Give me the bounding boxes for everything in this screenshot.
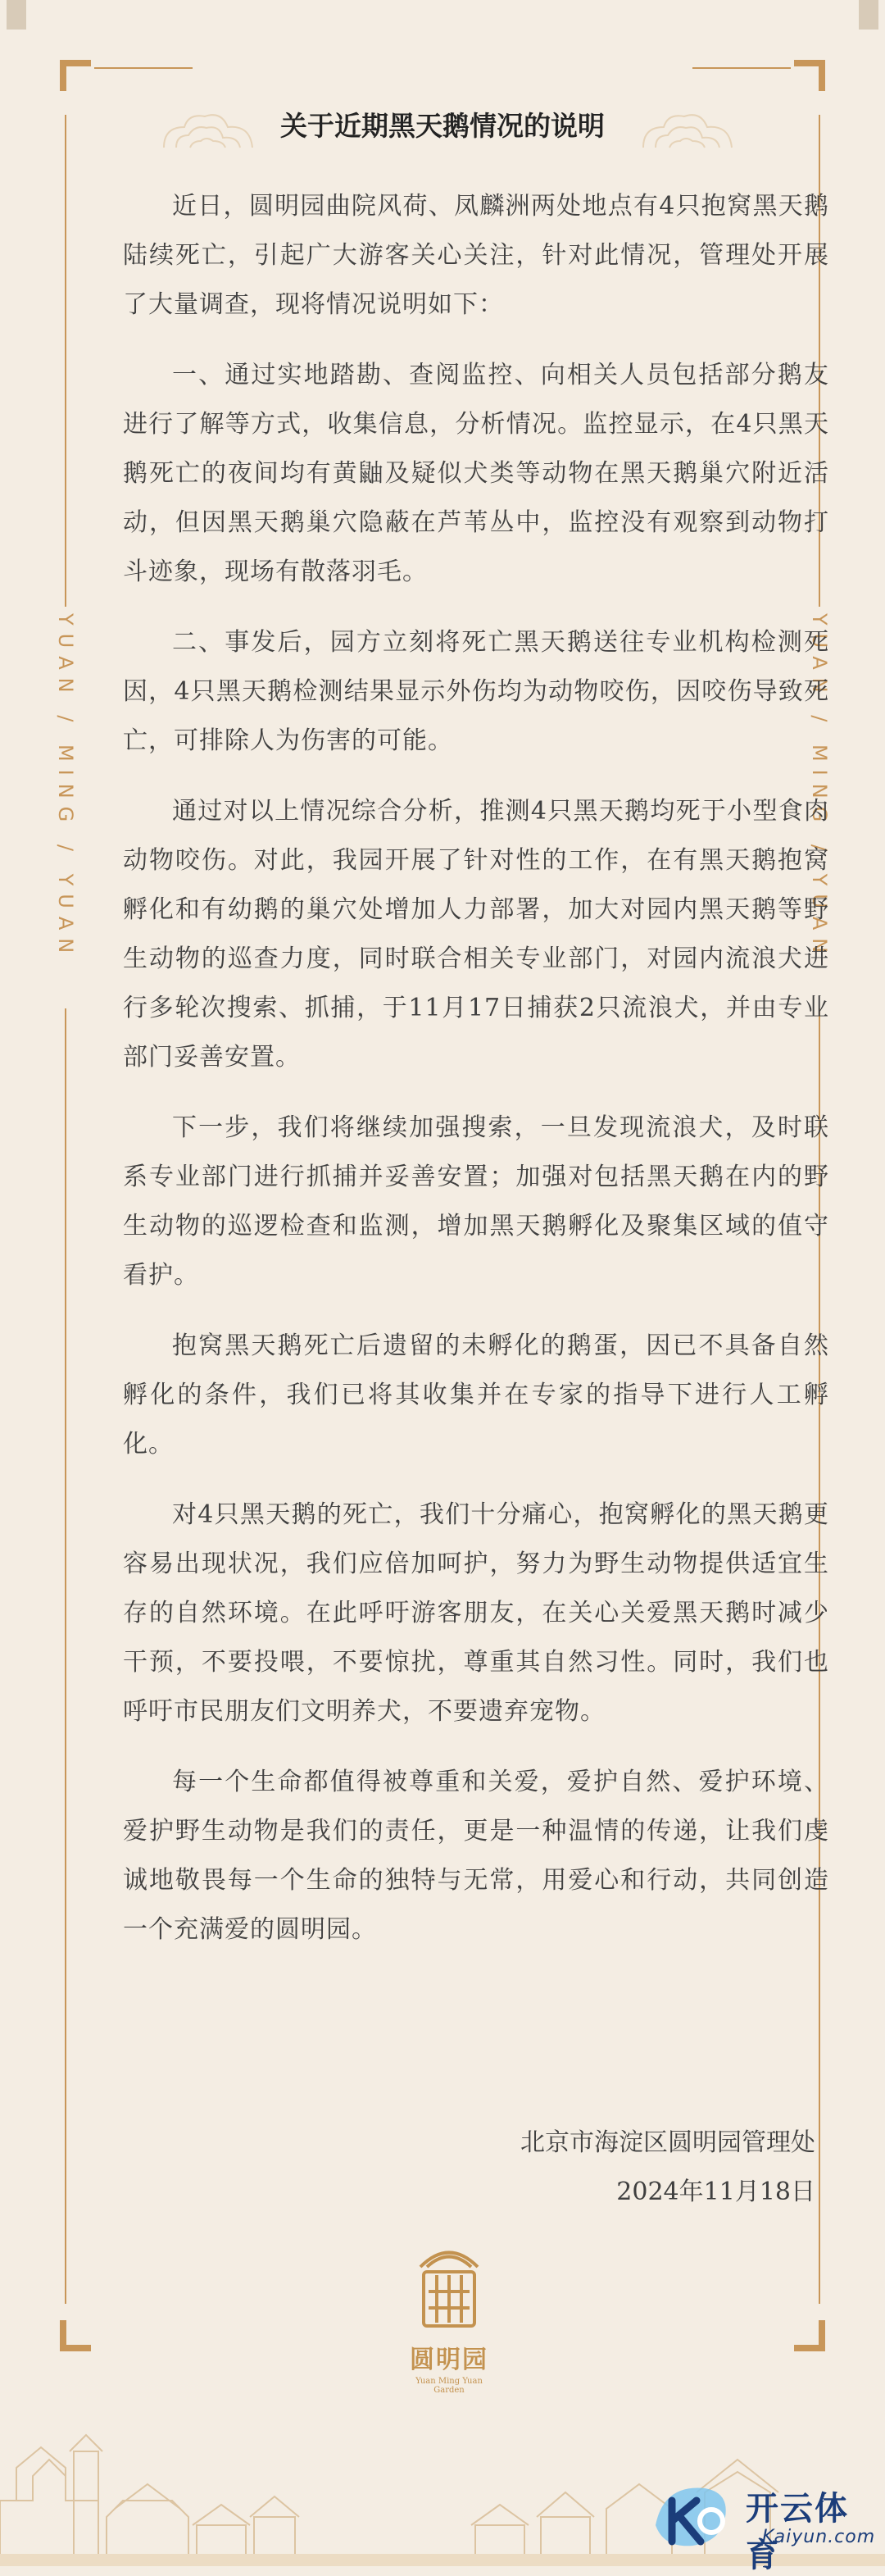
frame-corner-top-right [794, 60, 825, 91]
frame-corner-top-left [60, 60, 91, 91]
side-text-left: YUAN / MING / YUAN [54, 612, 77, 962]
signature-organization: 北京市海淀区圆明园管理处 [520, 2128, 815, 2157]
signature-date: 2024年11月18日 [616, 2178, 815, 2206]
kaiyun-logo-icon [647, 2476, 738, 2558]
paragraph: 近日，圆明园曲院风荷、凤麟洲两处地点有4只抱窝黑天鹅陆续死亡，引起广大游客关心关注，针对此情况，管理处开展了大量调查，现将情况说明如下： [123, 192, 829, 319]
top-ribbon-right [859, 0, 878, 30]
paragraph: 下一步，我们将继续加强搜索，一旦发现流浪犬，及时联系专业部门进行抓捕并妥善安置；加强对包括黑天鹅在内的野生动物的巡逻检查和监测，增加黑天鹅孵化及聚集区域的值守看护。 [123, 1113, 829, 1290]
frame-line-left-lower [65, 1008, 66, 2304]
page-title: 关于近期黑天鹅情况的说明 [280, 110, 605, 142]
frame-line-top-right [692, 67, 791, 69]
top-ribbon-left [7, 0, 26, 30]
paragraph: 抱窝黑天鹅死亡后遗留的未孵化的鹅蛋，因已不具备自然孵化的条件，我们已将其收集并在专家的指导下进行人工孵化。 [123, 1331, 829, 1459]
frame-corner-bottom-right [794, 2320, 825, 2351]
yuanmingyuan-logo [400, 2242, 498, 2419]
logo-subtitle: Yuan Ming Yuan Garden [415, 2377, 483, 2395]
paragraph: 对4只黑天鹅的死亡，我们十分痛心，抱窝孵化的黑天鹅更容易出现状况，我们应倍加呵护，努力为野生动物提供适宜生存的自然环境。在此呼吁游客朋友，在关心关爱黑天鹅时减少干预，不要投喂，不要惊扰，尊重其自然习性。同时，我们也呼吁市民朋友们文明养犬，不要遗弃宠物。 [123, 1500, 829, 1726]
paragraph: 每一个生命都值得被尊重和关爱，爱护自然、爱护环境、爱护野生动物是我们的责任，更是一种温情的传递，让我们虔诚地敬畏每一个生命的独特与无常，用爱心和行动，共同创造一个充满爱的圆明园。 [123, 1768, 829, 1944]
logo-emblem-icon [412, 2242, 486, 2333]
kaiyun-watermark [647, 2476, 881, 2574]
frame-line-left-upper [65, 115, 66, 607]
document-body [123, 182, 829, 1976]
side-text-right: YUAN / MING / YUAN [808, 612, 831, 962]
frame-corner-bottom-left [60, 2320, 91, 2351]
watermark-sub-text: Kaiyun.com [762, 2527, 876, 2547]
paragraph: 一、通过实地踏勘、查阅监控、向相关人员包括部分鹅友进行了解等方式，收集信息，分析情况。监控显示，在4只黑天鹅死亡的夜间均有黄鼬及疑似犬类等动物在黑天鹅巢穴附近活动，但因黑天鹅巢穴隐蔽在芦苇丛中，监控没有观察到动物打斗迹象，现场有散落羽毛。 [123, 361, 829, 586]
watermark-main-text: 开云体育 [746, 2490, 849, 2574]
logo-name: 圆明园 [410, 2346, 488, 2374]
paragraph: 二、事发后，园方立刻将死亡黑天鹅送往专业机构检测死因，4只黑天鹅检测结果显示外伤均为动物咬伤，因咬伤导致死亡，可排除人为伤害的可能。 [123, 628, 829, 755]
paragraph: 通过对以上情况综合分析，推测4只黑天鹅均死于小型食肉动物咬伤。对此，我园开展了针对性的工作，在有黑天鹅抱窝孵化和有幼鹅的巢穴处增加人力部署，加大对园内黑天鹅等野生动物的巡查力度，同时联合相关专业部门，对园内流浪犬进行多轮次搜索、抓捕，于11月17日捕获2只流浪犬，并由专业部门妥善安置。 [123, 797, 829, 1072]
frame-line-top-left [94, 67, 193, 69]
